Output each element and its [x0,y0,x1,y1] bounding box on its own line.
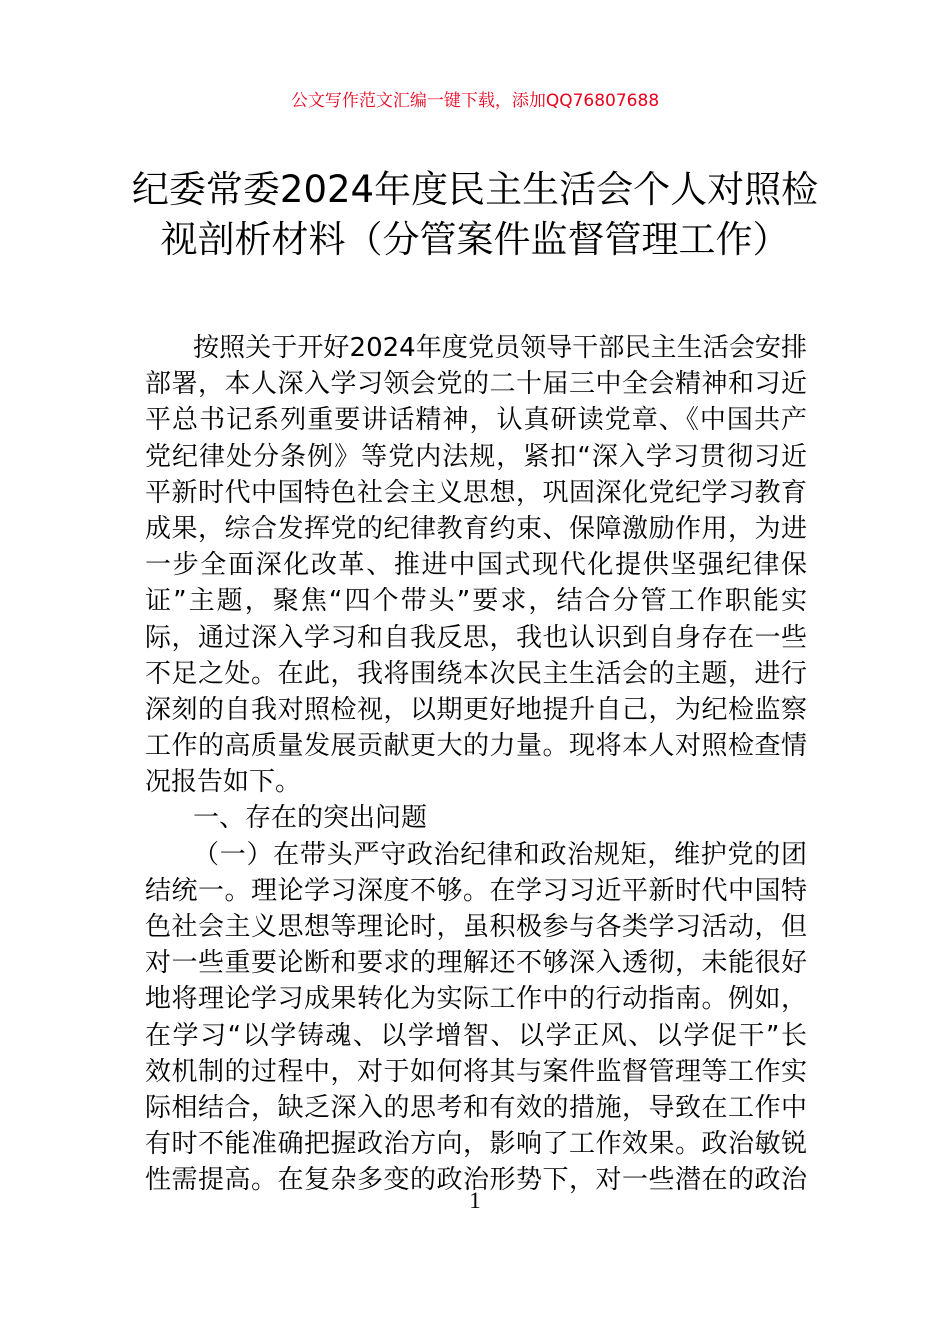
body-line: 结统一。理论学习深度不够。在学习习近平新时代中国特 [145,875,807,906]
body-line: 深刻的自我对照检视，以期更好地提升自己，为纪检监察 [145,694,807,725]
body-line: 按照关于开好2024年度党员领导干部民主生活会安排 [193,333,807,363]
body-line: 际，通过深入学习和自我反思，我也认识到自身存在一些 [145,622,807,653]
promo-header[interactable]: 公文写作范文汇编一键下载，添加QQ76807688 [290,91,660,111]
document-title-line-2: 视剖析材料（分管案件监督管理工作） [160,218,790,261]
body-line: 平新时代中国特色社会主义思想，巩固深化党纪学习教育 [145,477,807,508]
document-body [145,330,807,1199]
body-line: 证”主题，聚焦“四个带头”要求，结合分管工作职能实 [145,586,807,617]
body-line: 况报告如下。 [145,767,302,798]
body-line: 有时不能准确把握政治方向，影响了工作效果。政治敏锐 [145,1129,807,1160]
body-line: 在学习“以学铸魂、以学增智、以学正风、以学促干”长 [145,1020,807,1051]
body-line: 色社会主义思想等理论时，虽积极参与各类学习活动，但 [145,912,807,942]
body-line: 党纪律处分条例》等党内法规，紧扣“深入学习贯彻习近 [145,441,807,472]
document-title-line-1: 纪委常委2024年度民主生活会个人对照检 [131,168,819,211]
body-line: （一）在带头严守政治纪律和政治规矩，维护党的团 [193,839,807,870]
body-line: 效机制的过程中，对于如何将其与案件监督管理等工作实 [145,1056,807,1087]
body-line: 际相结合，缺乏深入的思考和有效的措施，导致在工作中 [145,1092,807,1123]
body-line: 不足之处。在此，我将围绕本次民主生活会的主题，进行 [145,658,807,689]
body-line: 平总书记系列重要讲话精神，认真研读党章、《中国共产 [145,405,807,436]
body-line: 性需提高。在复杂多变的政治形势下，对一些潜在的政治 [145,1165,807,1196]
section-heading: 一、存在的突出问题 [193,803,428,834]
body-line: 工作的高质量发展贡献更大的力量。现将本人对照检查情 [145,731,807,762]
body-line: 对一些重要论断和要求的理解还不够深入透彻，未能很好 [145,948,807,979]
body-line: 部署，本人深入学习领会党的二十届三中全会精神和习近 [145,369,807,400]
body-line: 成果，综合发挥党的纪律教育约束、保障激励作用，为进 [145,513,807,544]
body-line: 地将理论学习成果转化为实际工作中的行动指南。例如， [145,984,807,1015]
body-line: 一步全面深化改革、推进中国式现代化提供坚强纪律保 [145,550,807,581]
page-number: 1 [469,1188,481,1213]
